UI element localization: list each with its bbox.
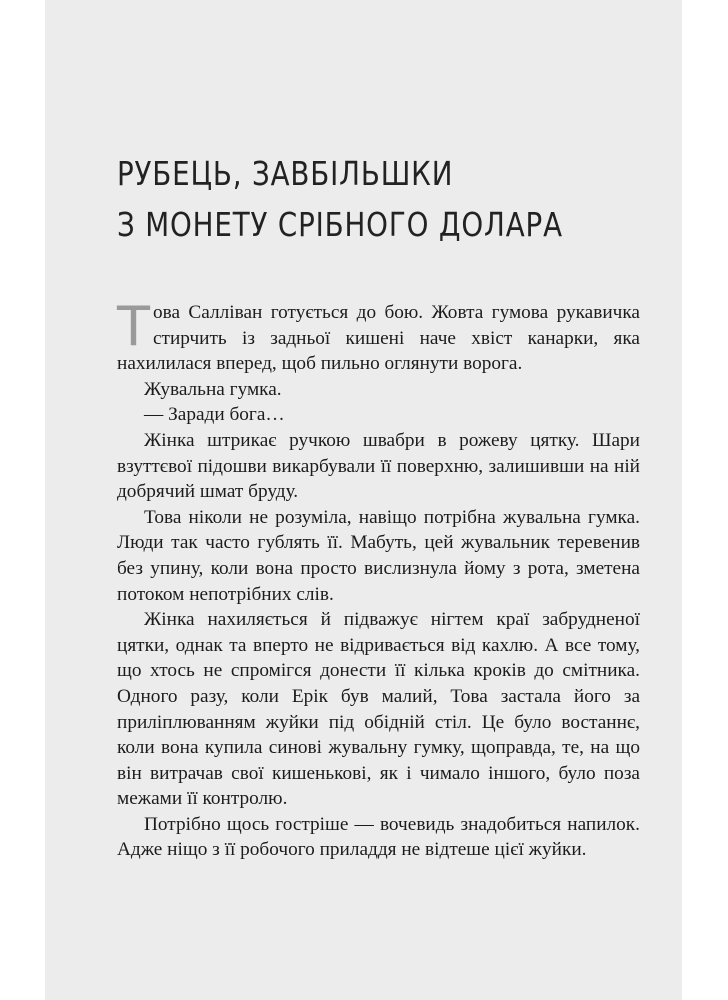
- chapter-body: [117, 295, 640, 863]
- paragraph-3: — Заради бога…: [144, 404, 285, 426]
- paragraph-2: Жувальна гумка.: [144, 378, 282, 400]
- paragraph-6: Жінка нахиляється й підважує нігтем краї забрудненої цятки, однак та вперто не відривається від кахлю. А все тому, що хтось не спромігся донести її кілька кроків до смітника. Одного разу, коли Ерік був малий, Това застала його за приліплюванням жуйки під обідній стіл. Це було востаннє, коли вона купила синові жувальну гумку, щоправда, те, на що він витрачав свої кишенькові, як і чимало іншого, було поза межами її контролю.: [117, 609, 640, 810]
- chapter-title: [117, 148, 563, 250]
- paragraph-5: Това ніколи не розуміла, навіщо потрібна жувальна гумка. Люди так часто гублять її. Мабуть, цей жувальник теревенив без упину, коли вона просто вислизнула йому з рота, зметена потоком непотрібних слів.: [117, 506, 640, 605]
- paragraph-7: Потрібно щось гостріше — вочевидь знадобиться напилок. Адже ніщо з її робочого приладдя не відтеше цієї жуйки.: [117, 813, 640, 861]
- chapter-title-line-2: З МОНЕТУ СРІБНОГО ДОЛАРА: [117, 205, 563, 244]
- chapter-title-line-1: РУБЕЦЬ, ЗАВБІЛЬШКИ: [117, 154, 454, 193]
- paragraph-4: Жінка штрикає ручкою швабри в рожеву цятку. Шари взуттєвої підошви викарбували її поверхню, залишивши на ній добрячий шмат бруду.: [117, 429, 640, 503]
- book-page: [45, 0, 682, 1000]
- paragraph-1: Това Салліван готується до бою. Жовта гумова рукавичка стирчить із задньої кишені наче хвіст канарки, яка нахилилася вперед, щоб пильно оглянути ворога.: [117, 295, 640, 375]
